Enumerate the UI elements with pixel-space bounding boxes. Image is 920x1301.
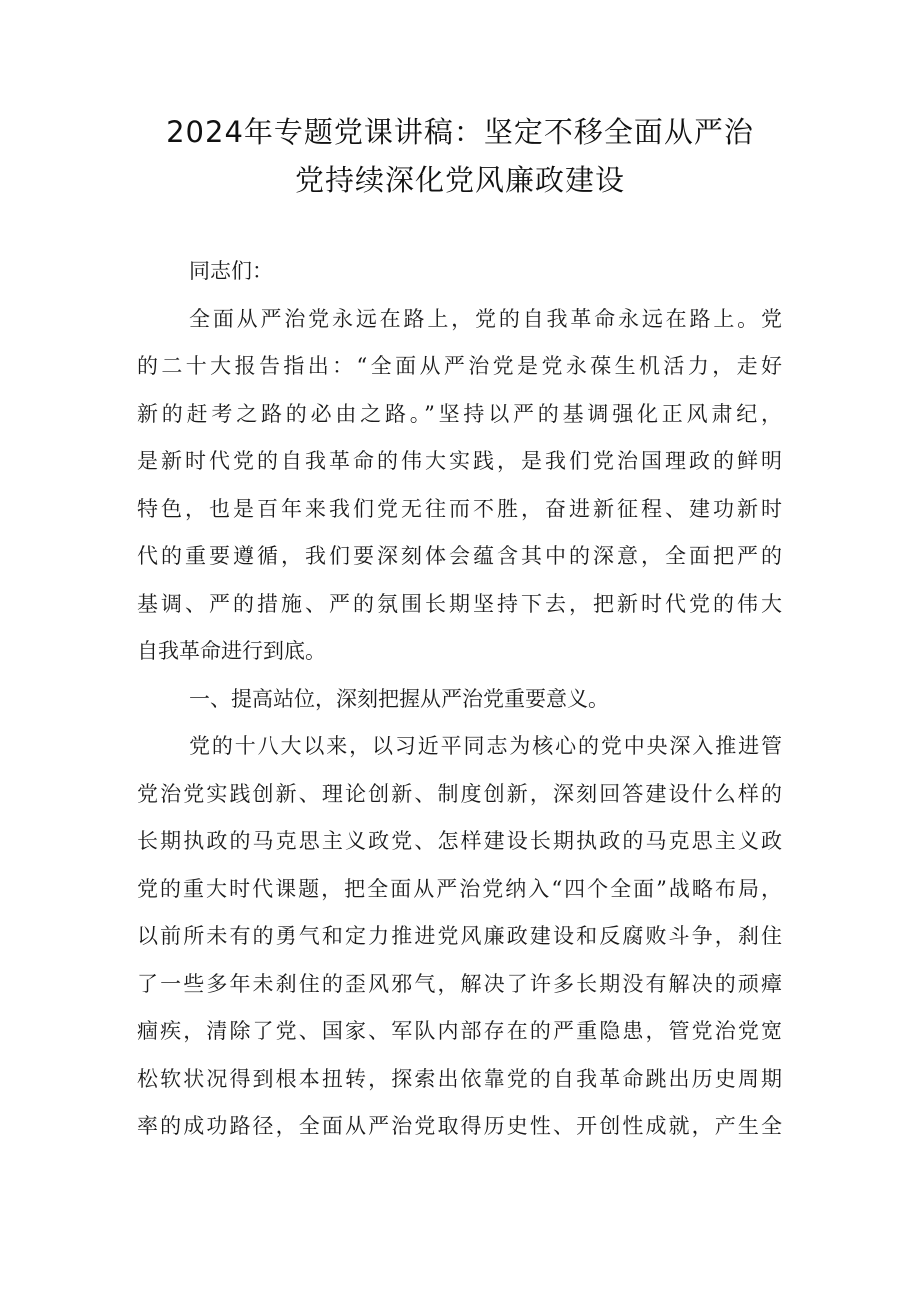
paragraph-line: 的二十大报告指出：“全面从严治党是党永葆生机活力，走好: [137, 354, 782, 378]
document-body: [137, 248, 782, 1151]
paragraph-line: 以前所未有的勇气和定力推进党风廉政建设和反腐败斗争，刹住: [137, 924, 782, 948]
paragraph-line: 痼疾，清除了党、国家、军队内部存在的严重隐患，管党治党宽: [137, 1019, 782, 1043]
paragraph-line: 党治党实践创新、理论创新、制度创新，深刻回答建设什么样的: [137, 781, 782, 806]
title-line-1: 2024年专题党课讲稿：坚定不移全面从严治: [166, 115, 754, 149]
document-title: [140, 108, 780, 204]
title-line-2: 党持续深化党风廉政建设: [294, 163, 625, 197]
paragraph-line: 党的十八大以来，以习近平同志为核心的党中央深入推进管: [189, 734, 782, 758]
section-heading-1: 一、提高站位，深刻把握从严治党重要意义。: [189, 686, 609, 711]
paragraph-line: 率的成功路径，全面从严治党取得历史性、开创性成就，产生全: [137, 1114, 782, 1138]
paragraph-line: 特色，也是百年来我们党无往而不胜，奋进新征程、建功新时: [137, 496, 782, 521]
salutation: 同志们：: [189, 259, 273, 283]
paragraph-1: [137, 296, 782, 676]
paragraph-line: 全面从严治党永远在路上，党的自我革命永远在路上。党: [189, 306, 782, 331]
paragraph-2: [137, 723, 782, 1151]
paragraph-line: 是新时代党的自我革命的伟大实践，是我们党治国理政的鲜明: [137, 449, 782, 473]
paragraph-line: 新的赶考之路的必由之路。”坚持以严的基调强化正风肃纪，: [137, 401, 782, 426]
paragraph-line: 了一些多年未刹住的歪风邪气，解决了许多长期没有解决的顽瘴: [137, 971, 782, 996]
paragraph-line: 党的重大时代课题，把全面从严治党纳入“四个全面”战略布局，: [137, 876, 782, 901]
paragraph-line: 基调、严的措施、严的氛围长期坚持下去，把新时代党的伟大: [137, 591, 782, 616]
paragraph-line: 代的重要遵循，我们要深刻体会蕴含其中的深意，全面把严的: [137, 544, 782, 568]
paragraph-line: 长期执政的马克思主义政党、怎样建设长期执政的马克思主义政: [137, 829, 782, 853]
paragraph-line: 自我革命进行到底。: [137, 639, 326, 663]
paragraph-line: 松软状况得到根本扭转，探索出依靠党的自我革命跳出历史周期: [137, 1066, 782, 1091]
